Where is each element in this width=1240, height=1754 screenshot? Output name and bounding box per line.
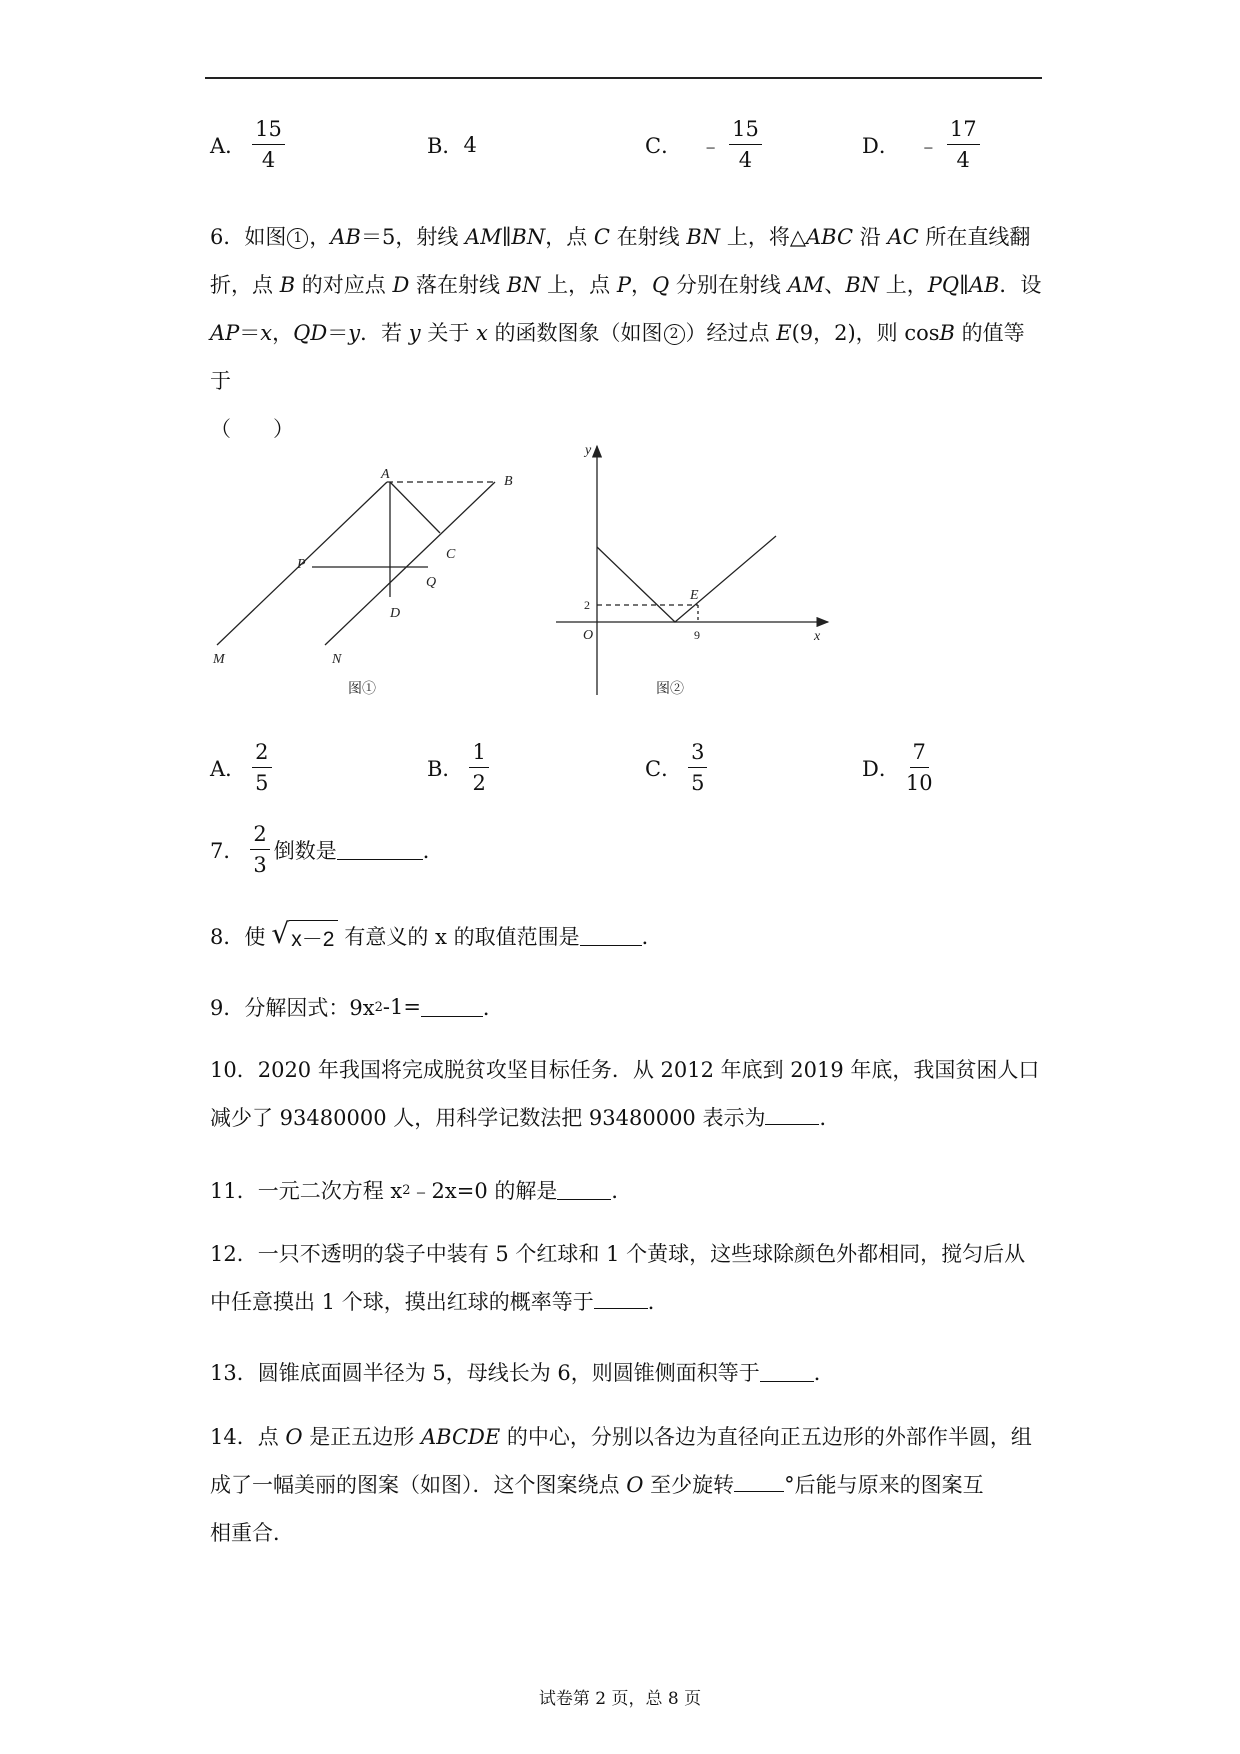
q14-line-1 <box>210 1413 1042 1461</box>
q5-options <box>210 110 1070 180</box>
fraction: $\frac{15}{4}$ <box>729 119 762 171</box>
math-symbol: AP <box>210 321 240 345</box>
q6-option-b[interactable]: B． $\frac{1}{2}$ <box>427 733 489 803</box>
text-run: 是正五边形 <box>302 1425 421 1449</box>
math-symbol: BN <box>686 225 721 249</box>
question-13: 13．圆锥底面圆半径为 5，母线长为 6，则圆锥侧面积等于 ． <box>210 1361 835 1385</box>
question-11: 11．一元二次方程 x 2 ﹣2x=0 的解是 ． <box>210 1179 633 1203</box>
figure-1 <box>200 460 530 710</box>
text-run: 上，将△ <box>720 225 806 249</box>
label-b: B <box>504 474 513 489</box>
math-symbol: O <box>626 1473 644 1497</box>
q6-line-3 <box>210 309 1042 405</box>
math-symbol: E <box>776 321 792 345</box>
q6-line-2 <box>210 261 1042 309</box>
text-run: ．若 <box>360 321 409 345</box>
text-run: (9，2)，则 cos <box>791 321 940 345</box>
text-run: 关于 <box>420 321 476 345</box>
math-symbol: PQ <box>927 273 960 297</box>
q6-line-1 <box>210 213 1042 261</box>
math-symbol: B <box>279 273 296 297</box>
math-symbol: x <box>476 321 488 345</box>
math-symbol: Q <box>652 273 670 297</box>
answer-blank[interactable] <box>580 927 642 946</box>
math-symbol: AB <box>330 225 361 249</box>
text-run: 上，点 <box>540 273 617 297</box>
question-9: 9．分解因式：9x 2 -1= ． <box>210 995 504 1020</box>
fraction: $\frac{3}{5}$ <box>688 742 707 794</box>
figure-2-caption: 图② <box>656 682 684 697</box>
figure-2 <box>550 440 840 700</box>
segment-ac <box>390 482 440 533</box>
q6-option-c[interactable]: C． $\frac{3}{5}$ <box>645 733 707 803</box>
label-e: E <box>690 588 699 603</box>
fraction: $\frac{1}{2}$ <box>469 742 488 794</box>
answer-blank[interactable] <box>594 1290 648 1309</box>
fraction: $\frac{17}{4}$ <box>947 119 980 171</box>
q5-option-d[interactable]: D． ﹣ $\frac{17}{4}$ <box>862 110 980 180</box>
question-6 <box>210 213 1042 453</box>
math-symbol: y <box>348 321 361 345</box>
text-run: 折，点 <box>210 273 280 297</box>
text-run: ， <box>272 321 294 345</box>
math-symbol: ABC <box>805 225 854 249</box>
math-symbol: AM <box>465 225 502 249</box>
text-run: ∥ <box>959 273 969 297</box>
text-run: 分别在射线 <box>669 273 788 297</box>
text-run: ．设 <box>999 273 1042 297</box>
math-symbol: QD <box>293 321 328 345</box>
math-symbol: y <box>408 321 421 345</box>
answer-blank[interactable] <box>337 841 423 860</box>
fraction: $\frac{2}{5}$ <box>252 742 271 794</box>
text-run: ， <box>631 273 652 297</box>
math-symbol: B <box>939 321 955 345</box>
answer-blank[interactable] <box>734 1473 784 1492</box>
circled-number: 1 <box>287 228 308 249</box>
text-run: ＝5，射线 <box>360 225 466 249</box>
tick-2: 2 <box>584 598 590 612</box>
text-run: 所在直线翻 <box>918 225 1031 249</box>
text-run: 上， <box>879 273 928 297</box>
text-run: ∥ <box>501 225 512 249</box>
fraction: $\frac{15}{4}$ <box>252 119 285 171</box>
math-symbol: P <box>616 273 631 297</box>
math-symbol: ABCDE <box>420 1425 501 1449</box>
question-14 <box>210 1413 1042 1557</box>
label-o: O <box>583 628 594 643</box>
math-symbol: BN <box>506 273 541 297</box>
answer-blank[interactable] <box>557 1181 611 1200</box>
text-run: 至少旋转 <box>643 1473 735 1497</box>
math-symbol: O <box>285 1425 303 1449</box>
label-p: P <box>297 557 306 572</box>
text-run: 14．点 <box>210 1425 286 1449</box>
q5-option-b[interactable]: B． 4 <box>427 133 477 158</box>
label-n: N <box>332 652 342 667</box>
q14-line-3 <box>210 1509 1042 1557</box>
math-symbol: AM <box>787 273 825 297</box>
q14-line-2 <box>210 1461 1042 1509</box>
math-symbol: BN <box>511 225 546 249</box>
q6-option-a[interactable]: A． $\frac{2}{5}$ <box>210 733 272 803</box>
label-c: C <box>446 547 456 562</box>
text-run: ＝ <box>327 321 349 345</box>
text-run: 相重合． <box>210 1521 294 1545</box>
text-run: 沿 <box>853 225 888 249</box>
text-run: ， <box>309 225 331 249</box>
text-run: 成了一幅美丽的图案（如图）．这个图案绕点 <box>210 1473 627 1497</box>
q6-options <box>210 733 1070 803</box>
text-run: °后能与原来的图案互 <box>784 1473 984 1497</box>
function-graph <box>597 536 776 622</box>
text-run: ＝ <box>239 321 261 345</box>
text-run: ）经过点 <box>685 321 777 345</box>
label-y: y <box>585 443 592 458</box>
text-run: 、 <box>824 273 846 297</box>
math-symbol: D <box>392 273 410 297</box>
label-q: Q <box>426 575 437 590</box>
math-symbol: C <box>593 225 610 249</box>
question-7: 7． $\frac{2}{3}$ 倒数是 ． <box>210 822 444 877</box>
answer-blank[interactable] <box>765 1106 819 1125</box>
answer-blank[interactable] <box>760 1363 814 1382</box>
label-a: A <box>381 467 390 482</box>
text-run: 6．如图 <box>210 225 287 249</box>
fraction: $\frac{2}{3}$ <box>250 824 269 876</box>
page-footer: 试卷第 2 页，总 8 页 <box>538 1689 702 1709</box>
question-8: 8．使 √ x－2 有意义的 x 的取值范围是 ． <box>210 916 663 951</box>
text-run: （ ） <box>210 417 294 441</box>
square-root: √ x－2 <box>271 920 338 953</box>
math-symbol: BN <box>845 273 880 297</box>
text-run: 的值等于 <box>210 321 1025 393</box>
tick-9: 9 <box>694 628 700 642</box>
text-run: 的函数图象（如图 <box>487 321 663 345</box>
ray-bn <box>325 482 495 645</box>
q5-option-a[interactable]: A． $\frac{15}{4}$ <box>210 110 285 180</box>
label-d: D <box>390 606 401 621</box>
q5-option-c[interactable]: C． ﹣ $\frac{15}{4}$ <box>645 110 762 180</box>
math-symbol: AC <box>887 225 919 249</box>
figure-1-caption: 图① <box>348 682 376 697</box>
question-10: 10．2020 年我国将完成脱贫攻坚目标任务．从 2012 年底到 2019 年底，我国贫困人口 减少了 93480000 人，用科学记数法把 93480000 表示为 ． <box>210 1058 1040 1130</box>
math-symbol: x <box>260 321 273 345</box>
text-run: 的中心，分别以各边为直径向正五边形的外部作半圆，组 <box>500 1425 1032 1449</box>
header-rule <box>205 77 1042 79</box>
answer-blank[interactable] <box>421 998 483 1017</box>
text-run: 在射线 <box>609 225 687 249</box>
question-12: 12．一只不透明的袋子中装有 5 个红球和 1 个黄球，这些球除颜色外都相同，搅匀后从 中任意摸出 1 个球，摸出红球的概率等于 ． <box>210 1242 1026 1314</box>
text-run: 落在射线 <box>409 273 507 297</box>
q6-option-d[interactable]: D． $\frac{7}{10}$ <box>862 740 933 795</box>
fraction: $\frac{7}{10}$ <box>905 740 933 795</box>
text-run: 的对应点 <box>295 273 393 297</box>
label-x: x <box>814 629 821 644</box>
text-run: ，点 <box>545 225 594 249</box>
label-m: M <box>213 652 225 667</box>
math-symbol: AB <box>968 273 1000 297</box>
circled-number: 2 <box>664 324 685 345</box>
